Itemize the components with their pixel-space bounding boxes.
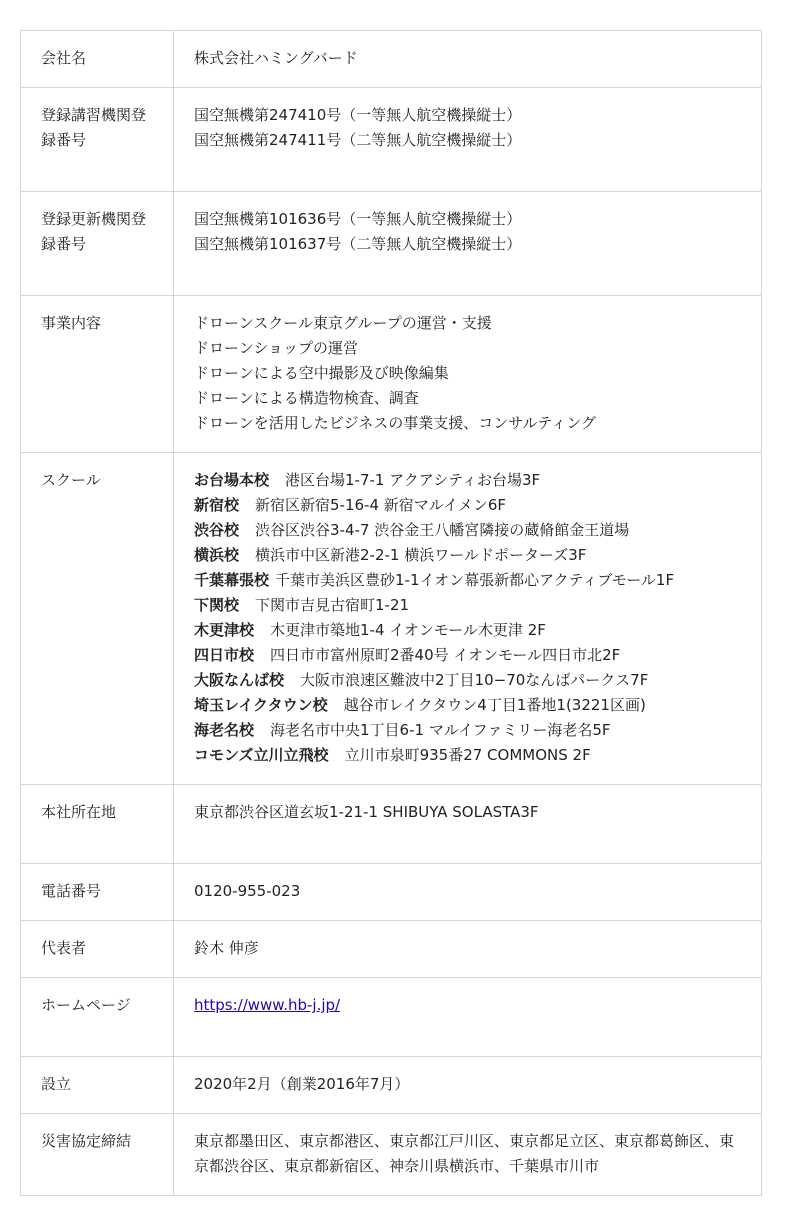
phone-number: 0120-955-023 xyxy=(194,882,301,900)
training-reg-value xyxy=(174,88,762,192)
representative-label: 代表者 xyxy=(21,921,174,978)
school-item xyxy=(194,518,741,543)
training-reg-line: 国空無機第247411号（二等無人航空機操縦士） xyxy=(194,131,522,149)
school-item xyxy=(194,693,741,718)
school-address: 下関市吉見古宿町1-21 xyxy=(255,596,410,614)
homepage-value xyxy=(174,978,762,1057)
school-name: 下関校 xyxy=(194,596,240,614)
hq-address: 東京都渋谷区道玄坂1-21-1 SHIBUYA SOLASTA3F xyxy=(194,803,539,821)
business-line: ドローンによる構造物検査、調査 xyxy=(194,389,419,407)
row-phone xyxy=(21,864,762,921)
school-item xyxy=(194,718,741,743)
school-item xyxy=(194,568,741,593)
school-name: 木更津校 xyxy=(194,621,255,639)
row-founded xyxy=(21,1057,762,1114)
school-name: 四日市校 xyxy=(194,646,255,664)
company-info-table xyxy=(20,30,762,1196)
company-value xyxy=(174,31,762,88)
training-reg-label: 登録講習機関登録番号 xyxy=(21,88,174,192)
renewal-reg-line: 国空無機第101636号（一等無人航空機操縦士） xyxy=(194,210,522,228)
school-name: 新宿校 xyxy=(194,496,240,514)
school-name: お台場本校 xyxy=(194,471,270,489)
row-homepage xyxy=(21,978,762,1057)
row-hq-address xyxy=(21,785,762,864)
row-schools xyxy=(21,453,762,785)
school-name: 埼玉レイクタウン校 xyxy=(194,696,328,714)
hq-label: 本社所在地 xyxy=(21,785,174,864)
company-label: 会社名 xyxy=(21,31,174,88)
business-line: ドローンによる空中撮影及び映像編集 xyxy=(194,364,449,382)
school-item xyxy=(194,593,741,618)
homepage-link[interactable]: https://www.hb-j.jp/ xyxy=(194,996,341,1014)
founded-label: 設立 xyxy=(21,1057,174,1114)
row-company xyxy=(21,31,762,88)
company-name: 株式会社ハミングバード xyxy=(194,49,358,67)
business-line: ドローンを活用したビジネスの事業支援、コンサルティング xyxy=(194,414,597,432)
phone-label: 電話番号 xyxy=(21,864,174,921)
renewal-reg-line: 国空無機第101637号（二等無人航空機操縦士） xyxy=(194,235,522,253)
business-value xyxy=(174,296,762,453)
school-item xyxy=(194,468,741,493)
school-item xyxy=(194,668,741,693)
school-address: 四日市市富州原町2番40号 イオンモール四日市北2F xyxy=(270,646,621,664)
school-address: 横浜市中区新港2-2-1 横浜ワールドポーターズ3F xyxy=(255,546,587,564)
renewal-reg-label: 登録更新機関登録番号 xyxy=(21,192,174,296)
founded-date: 2020年2月（創業2016年7月） xyxy=(194,1075,410,1093)
school-item xyxy=(194,743,741,768)
homepage-label: ホームページ xyxy=(21,978,174,1057)
disaster-label: 災害協定締結 xyxy=(21,1114,174,1196)
school-item xyxy=(194,543,741,568)
school-address: 立川市泉町935番27 COMMONS 2F xyxy=(344,746,591,764)
school-address: 海老名市中央1丁目6-1 マルイファミリー海老名5F xyxy=(270,721,611,739)
school-item xyxy=(194,618,741,643)
school-name: 千葉幕張校 xyxy=(194,571,270,589)
representative-name: 鈴木 伸彦 xyxy=(194,939,259,957)
schools-value xyxy=(174,453,762,785)
school-item xyxy=(194,643,741,668)
school-name: 大阪なんば校 xyxy=(194,671,285,689)
renewal-reg-value xyxy=(174,192,762,296)
school-name: 海老名校 xyxy=(194,721,255,739)
row-training-registration xyxy=(21,88,762,192)
disaster-agreement-text: 東京都墨田区、東京都港区、東京都江戸川区、東京都足立区、東京都葛飾区、東京都渋谷区、東京都新宿区、神奈川県横浜市、千葉県市川市 xyxy=(194,1132,735,1175)
school-name: コモンズ立川立飛校 xyxy=(194,746,329,764)
row-representative xyxy=(21,921,762,978)
row-disaster-agreement xyxy=(21,1114,762,1196)
school-address: 大阪市浪速区難波中2丁目10−70なんばパークス7F xyxy=(300,671,649,689)
business-label: 事業内容 xyxy=(21,296,174,453)
representative-value xyxy=(174,921,762,978)
school-address: 越谷市レイクタウン4丁目1番地1(3221区画) xyxy=(343,696,646,714)
schools-label: スクール xyxy=(21,453,174,785)
school-item xyxy=(194,493,741,518)
training-reg-line: 国空無機第247410号（一等無人航空機操縦士） xyxy=(194,106,522,124)
school-name: 渋谷校 xyxy=(194,521,240,539)
founded-value xyxy=(174,1057,762,1114)
phone-value xyxy=(174,864,762,921)
hq-value xyxy=(174,785,762,864)
school-name: 横浜校 xyxy=(194,546,240,564)
school-address: 渋谷区渋谷3-4-7 渋谷金王八幡宮隣接の蔵脩館金王道場 xyxy=(255,521,630,539)
school-address: 新宿区新宿5-16-4 新宿マルイメン6F xyxy=(255,496,507,514)
school-address: 木更津市築地1-4 イオンモール木更津 2F xyxy=(270,621,546,639)
disaster-value xyxy=(174,1114,762,1196)
school-address: 港区台場1-7-1 アクアシティお台場3F xyxy=(285,471,541,489)
business-line: ドローンショップの運営 xyxy=(194,339,359,357)
row-business xyxy=(21,296,762,453)
business-line: ドローンスクール東京グループの運営・支援 xyxy=(194,314,492,332)
row-renewal-registration xyxy=(21,192,762,296)
school-address: 千葉市美浜区豊砂1-1イオン幕張新都心アクティブモール1F xyxy=(275,571,675,589)
